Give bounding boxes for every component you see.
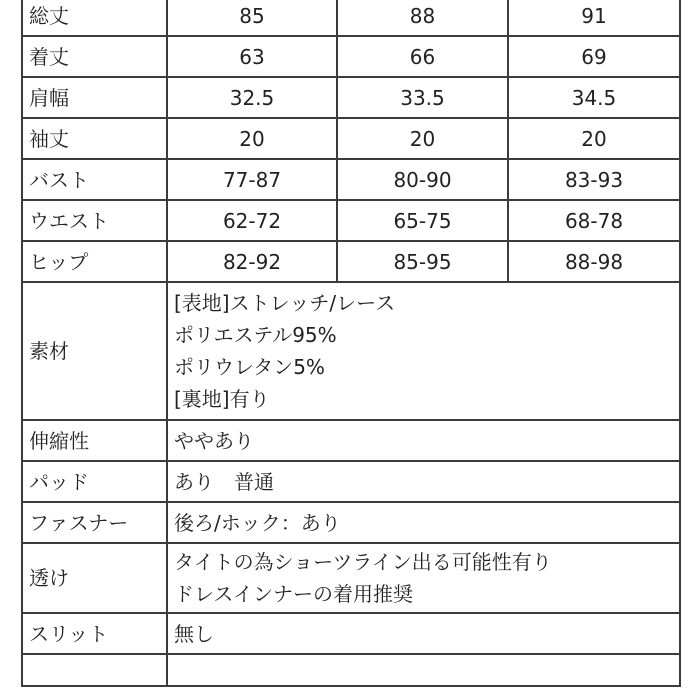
size-value: 83-93 — [508, 159, 680, 200]
row-label: ファスナー — [22, 502, 167, 543]
size-value: 33.5 — [337, 77, 508, 118]
table-row-sheerness — [22, 543, 680, 613]
size-value: 68-78 — [508, 200, 680, 241]
size-value: 88 — [337, 0, 508, 36]
material-cell — [167, 282, 680, 420]
row-label: パッド — [22, 461, 167, 502]
size-value: 85 — [167, 0, 337, 36]
row-label: 袖丈 — [22, 118, 167, 159]
table-row-stretch — [22, 420, 680, 461]
size-value: 34.5 — [508, 77, 680, 118]
row-label: バスト — [22, 159, 167, 200]
row-label: 総丈 — [22, 0, 167, 36]
size-value: 82-92 — [167, 241, 337, 282]
size-value: 88-98 — [508, 241, 680, 282]
size-value: 91 — [508, 0, 680, 36]
size-spec-table — [21, 0, 681, 687]
detail-cell: あり 普通 — [167, 461, 680, 502]
table-row-partial — [22, 654, 680, 686]
size-value: 80-90 — [337, 159, 508, 200]
table-row — [22, 36, 680, 77]
row-label: 肩幅 — [22, 77, 167, 118]
detail-line: ドレスインナーの着用推奨 — [174, 582, 413, 606]
table-row — [22, 241, 680, 282]
detail-cell: 後ろ/ホック：あり — [167, 502, 680, 543]
size-value: 63 — [167, 36, 337, 77]
detail-cell: ややあり — [167, 420, 680, 461]
table-row-pad — [22, 461, 680, 502]
table-row-fastener — [22, 502, 680, 543]
detail-line: ポリウレタン5% — [174, 355, 325, 379]
row-label: 伸縮性 — [22, 420, 167, 461]
size-value: 85-95 — [337, 241, 508, 282]
size-value: 20 — [508, 118, 680, 159]
table-row — [22, 159, 680, 200]
table-row-slit — [22, 613, 680, 654]
table-row — [22, 118, 680, 159]
detail-cell: 無し — [167, 613, 680, 654]
table-row — [22, 0, 680, 36]
size-value: 62-72 — [167, 200, 337, 241]
row-label: 透け — [22, 543, 167, 613]
detail-cell-empty — [167, 654, 680, 686]
size-value: 20 — [167, 118, 337, 159]
sheerness-cell — [167, 543, 680, 613]
size-value: 66 — [337, 36, 508, 77]
size-value: 77-87 — [167, 159, 337, 200]
row-label: ヒップ — [22, 241, 167, 282]
row-label: スリット — [22, 613, 167, 654]
table-row — [22, 77, 680, 118]
row-label-empty — [22, 654, 167, 686]
size-value: 32.5 — [167, 77, 337, 118]
detail-line: [裏地]有り — [174, 387, 270, 411]
row-label: ウエスト — [22, 200, 167, 241]
size-value: 20 — [337, 118, 508, 159]
row-label: 着丈 — [22, 36, 167, 77]
size-value: 65-75 — [337, 200, 508, 241]
detail-line: タイトの為ショーツライン出る可能性有り — [174, 550, 552, 574]
row-label: 素材 — [22, 282, 167, 420]
table-row-material — [22, 282, 680, 420]
detail-line: [表地]ストレッチ/レース — [174, 291, 396, 315]
table-row — [22, 200, 680, 241]
size-value: 69 — [508, 36, 680, 77]
detail-line: ポリエステル95% — [174, 323, 337, 347]
